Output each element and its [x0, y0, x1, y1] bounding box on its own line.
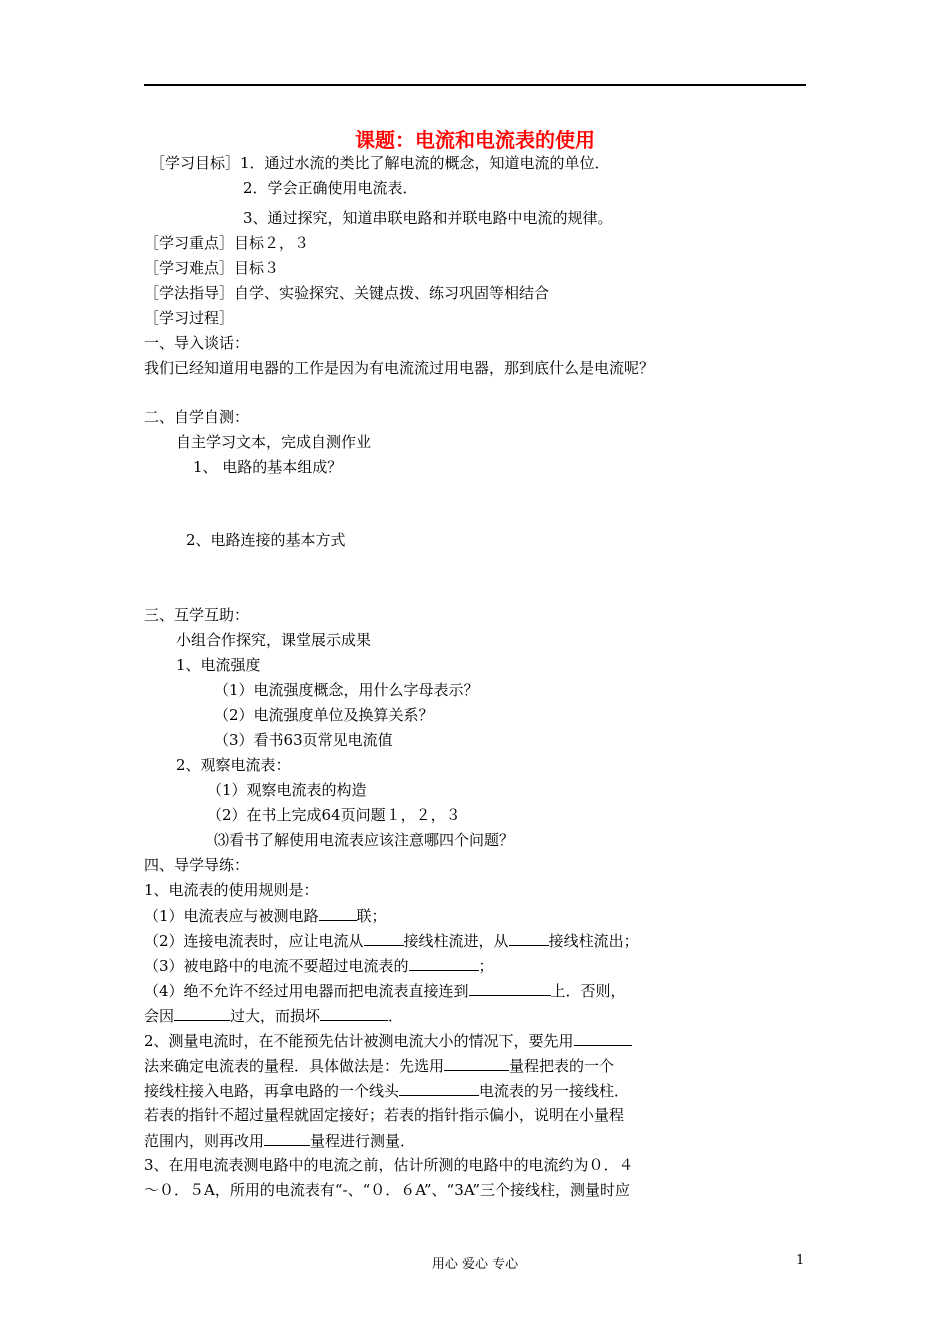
section3-item-2b: （2）在书上完成64页问题１，２，３	[207, 806, 461, 824]
goal-3: 3、通过探究，知道串联电路和并联电路中电流的规律。	[243, 209, 613, 227]
process-label: ［学习过程］	[144, 309, 235, 327]
question-2-text-2b: 量程把表的一个	[509, 1057, 615, 1075]
key-points: ［学习重点］目标２，３	[144, 234, 310, 252]
blank-field	[320, 1005, 388, 1021]
rule-1-text: （1）电流表应与被测电路	[144, 907, 319, 925]
blank-field	[409, 955, 479, 971]
difficulties: ［学习难点］目标３	[144, 259, 280, 277]
rule-5-mid: 过大，而损坏	[230, 1007, 321, 1025]
blank-field	[319, 905, 357, 921]
section3-item-2a: （1）观察电流表的构造	[207, 781, 367, 799]
rule-5-end: ．	[388, 1007, 404, 1025]
goal-2: 2．学会正确使用电流表．	[243, 179, 418, 197]
section3-item-1b: （2）电流强度单位及换算关系？	[214, 706, 434, 724]
question-2-text-5b: 量程进行测量．	[310, 1132, 416, 1150]
question-3-line-2: ～０．５A，所用的电流表有“-、“０．６A”、“3A”三个接线柱，测量时应	[144, 1181, 631, 1199]
rule-4-end: 上．否则，	[550, 982, 626, 1000]
section2-intro: 自主学习文本，完成自测作业	[176, 433, 372, 451]
question-2-text-3: 接线柱接入电路，再拿电路的一个线头	[144, 1082, 400, 1100]
blank-field	[444, 1055, 509, 1071]
rule-2	[144, 930, 639, 951]
section4-heading: 四、导学导练：	[144, 856, 250, 874]
section1-heading: 一、导入谈话：	[144, 334, 250, 352]
section3-intro: 小组合作探究，课堂展示成果	[176, 631, 372, 649]
rule-4	[144, 980, 626, 1001]
footer-slogan: 用心 爱心 专心	[431, 1257, 519, 1272]
rule-5	[144, 1005, 403, 1026]
goals-line-1	[150, 153, 610, 173]
question-2-line-5	[144, 1130, 415, 1151]
section3-item-1: 1、电流强度	[176, 656, 261, 674]
question-2-text-3b: 电流表的另一接线柱．	[479, 1082, 630, 1100]
methods: ［学法指导］自学、实验探究、关键点拨、练习巩固等相结合	[144, 284, 550, 302]
blank-field	[264, 1130, 310, 1146]
blank-field	[509, 930, 549, 946]
question-2-line-2	[144, 1055, 614, 1076]
blank-field	[399, 1080, 479, 1096]
rule-2-text: （2）连接电流表时，应让电流从	[144, 932, 364, 950]
question-3-line-1: 3、在用电流表测电路中的电流之前，估计所测的电路中的电流约为０．４	[144, 1156, 634, 1174]
blank-field	[174, 1005, 230, 1021]
goal-1: 1．通过水流的类比了解电流的概念，知道电流的单位．	[240, 154, 610, 172]
question-2-text-2: 法来确定电流表的量程．具体做法是：先选用	[144, 1057, 445, 1075]
rule-3-end: ；	[478, 957, 494, 975]
section2-heading: 二、自学自测：	[144, 408, 250, 426]
section4-question-1: 1、电流表的使用规则是：	[144, 881, 319, 899]
question-2-line-3	[144, 1080, 629, 1101]
rule-5-text: 会因	[144, 1007, 175, 1025]
question-2-line-4: 若表的指针不超过量程就固定接好；若表的指针指示偏小，说明在小量程	[144, 1106, 625, 1124]
question-2-text-5: 范围内，则再改用	[144, 1132, 265, 1150]
section3-item-1a: （1）电流强度概念，用什么字母表示？	[214, 681, 479, 699]
page-title: 课题：电流和电流表的使用	[355, 128, 595, 152]
section3-item-2: 2、观察电流表：	[176, 756, 291, 774]
rule-1	[144, 905, 387, 926]
rule-2-end: 接线柱流出；	[548, 932, 639, 950]
section2-question-1: 1、 电路的基本组成？	[193, 458, 343, 476]
rule-2-mid: 接线柱流进，从	[403, 932, 509, 950]
section3-item-1c: （3）看书63页常见电流值	[214, 731, 393, 749]
section1-text: 我们已经知道用电器的工作是因为有电流流过用电器，那到底什么是电流呢？	[144, 359, 655, 377]
rule-3-text: （3）被电路中的电流不要超过电流表的	[144, 957, 409, 975]
rule-3	[144, 955, 494, 976]
blank-field	[364, 930, 404, 946]
page-number: 1	[796, 1253, 805, 1268]
question-2-text: 2、测量电流时，在不能预先估计被测电流大小的情况下，要先用	[144, 1032, 574, 1050]
rule-1-end: 联；	[356, 907, 387, 925]
header-rule	[144, 84, 806, 86]
rule-4-text: （4）绝不允许不经过用电器而把电流表直接连到	[144, 982, 469, 1000]
goals-label: ［学习目标］	[150, 154, 241, 172]
section2-question-2: 2、电路连接的基本方式	[186, 531, 346, 549]
blank-field	[574, 1030, 632, 1046]
section3-item-2c: ⑶看书了解使用电流表应该注意哪四个问题？	[214, 831, 515, 849]
section3-heading: 三、互学互助：	[144, 606, 250, 624]
question-2-line-1	[144, 1030, 632, 1051]
blank-field	[469, 980, 551, 996]
